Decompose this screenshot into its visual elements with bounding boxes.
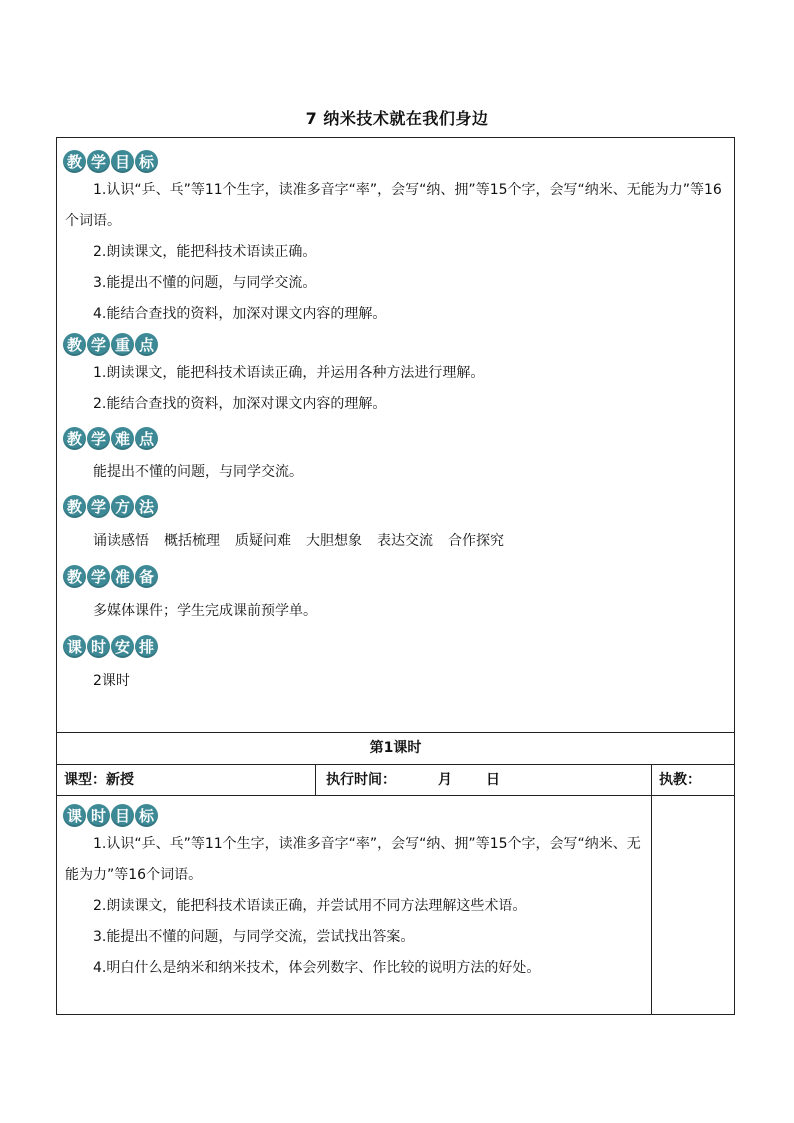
heading-badge: 时 bbox=[87, 804, 110, 827]
heading-badge: 教 bbox=[63, 427, 86, 450]
heading-badge: 方 bbox=[111, 495, 134, 518]
lesson-title: 第1课时 bbox=[56, 732, 735, 765]
heading-badge: 教 bbox=[63, 150, 86, 173]
month-label: 月 bbox=[438, 772, 452, 788]
heading-badge: 教 bbox=[63, 333, 86, 356]
heading-badge: 点 bbox=[135, 427, 158, 450]
heading-badge: 教 bbox=[63, 495, 86, 518]
lesson-goals-heading bbox=[63, 801, 649, 829]
execution-time-label: 执行时间： bbox=[326, 772, 396, 788]
heading-badge: 学 bbox=[87, 427, 110, 450]
heading-badge: 安 bbox=[111, 635, 134, 658]
method-item: 质疑问难 bbox=[235, 533, 291, 549]
cell-divider bbox=[651, 796, 652, 1014]
method-item: 表达交流 bbox=[377, 533, 433, 549]
lesson-type: 课型：新授 bbox=[64, 772, 134, 788]
goal-line: 3.能提出不懂的问题，与同学交流。 bbox=[93, 275, 317, 291]
heading-badge: 重 bbox=[111, 333, 134, 356]
method-item: 诵读感悟 bbox=[93, 533, 149, 549]
difficulty-line: 能提出不懂的问题，与同学交流。 bbox=[93, 464, 303, 480]
lesson-goals-box bbox=[56, 795, 735, 1015]
method-item: 概括梳理 bbox=[164, 533, 220, 549]
key-points-heading bbox=[63, 330, 734, 358]
heading-badge: 学 bbox=[87, 495, 110, 518]
goal-line: 1.认识“乒、乓”等11个生字，读准多音字“率”，会写“纳、拥”等15个字，会写“纳米、无能为力”等16个词语。 bbox=[65, 182, 722, 229]
key-point-line: 1.朗读课文，能把科技术语读正确，并运用各种方法进行理解。 bbox=[93, 365, 485, 381]
method-item: 大胆想象 bbox=[306, 533, 362, 549]
preparation-line: 多媒体课件；学生完成课前预学单。 bbox=[93, 603, 317, 619]
lesson-goal-line: 1.认识“乒、乓”等11个生字，读准多音字“率”，会写“纳、拥”等15个字，会写“纳米、无能为力”等16个词语。 bbox=[65, 836, 641, 883]
cell-divider bbox=[651, 765, 652, 795]
key-point-line: 2.能结合查找的资料，加深对课文内容的理解。 bbox=[93, 396, 387, 412]
goals-heading bbox=[63, 147, 734, 175]
page-title: 7 纳米技术就在我们身边 bbox=[305, 109, 489, 128]
goal-line: 4.能结合查找的资料，加深对课文内容的理解。 bbox=[93, 306, 387, 322]
method-item: 合作探究 bbox=[448, 533, 504, 549]
heading-badge: 排 bbox=[135, 635, 158, 658]
heading-badge: 学 bbox=[87, 565, 110, 588]
heading-badge: 课 bbox=[63, 804, 86, 827]
lesson-goal-line: 2.朗读课文，能把科技术语读正确，并尝试用不同方法理解这些术语。 bbox=[93, 898, 527, 914]
heading-badge: 学 bbox=[87, 333, 110, 356]
heading-badge: 标 bbox=[135, 804, 158, 827]
methods-heading bbox=[63, 492, 734, 520]
heading-badge: 目 bbox=[111, 150, 134, 173]
heading-badge: 点 bbox=[135, 333, 158, 356]
heading-badge: 目 bbox=[111, 804, 134, 827]
difficulties-heading bbox=[63, 424, 734, 452]
lesson-plan-overview bbox=[56, 137, 735, 732]
lesson-goal-line: 3.能提出不懂的问题，与同学交流，尝试找出答案。 bbox=[93, 929, 415, 945]
day-label: 日 bbox=[486, 772, 500, 788]
heading-badge: 难 bbox=[111, 427, 134, 450]
heading-badge: 课 bbox=[63, 635, 86, 658]
goal-line: 2.朗读课文，能把科技术语读正确。 bbox=[93, 244, 317, 260]
heading-badge: 备 bbox=[135, 565, 158, 588]
heading-badge: 学 bbox=[87, 150, 110, 173]
lesson-info-row bbox=[56, 764, 735, 796]
heading-badge: 准 bbox=[111, 565, 134, 588]
heading-badge: 时 bbox=[87, 635, 110, 658]
lesson-goal-line: 4.明白什么是纳米和纳米技术，体会列数字、作比较的说明方法的好处。 bbox=[93, 960, 541, 976]
heading-badge: 标 bbox=[135, 150, 158, 173]
schedule-heading bbox=[63, 632, 734, 660]
lesson-goals bbox=[57, 801, 649, 984]
cell-divider bbox=[315, 765, 316, 795]
preparation-heading bbox=[63, 562, 734, 590]
heading-badge: 教 bbox=[63, 565, 86, 588]
schedule-line: 2课时 bbox=[93, 673, 130, 689]
methods-list bbox=[57, 520, 734, 562]
heading-badge: 法 bbox=[135, 495, 158, 518]
teacher-label: 执教： bbox=[659, 772, 701, 788]
